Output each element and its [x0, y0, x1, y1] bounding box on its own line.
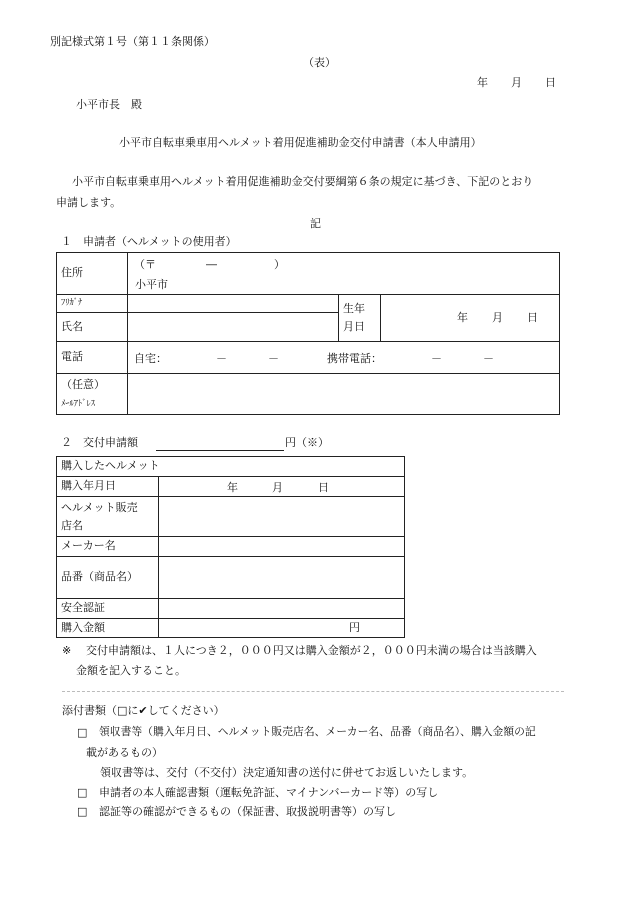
purchase-date-label: 購入年月日 — [57, 477, 159, 497]
note-line-2: 金額を記入すること。 — [76, 664, 186, 677]
address-city: 小平市 — [135, 277, 168, 291]
attachment-1-checkbox[interactable]: □ — [77, 726, 88, 739]
address-label: 住所 — [57, 253, 128, 295]
dob-day: 日 — [527, 311, 538, 324]
divider — [62, 691, 564, 692]
phone-label: 電話 — [57, 342, 128, 374]
note-mark: ※ — [62, 644, 72, 657]
attachments-heading: 添付書類（□に✔してください） — [62, 704, 225, 717]
dob-label — [339, 295, 381, 342]
maker-field[interactable] — [159, 537, 405, 557]
attachment-1-line-1: 領収書等（購入年月日、ヘルメット販売店名、メーカー名、品番（商品名）、購入金額の記 — [99, 725, 536, 738]
address-field[interactable] — [128, 253, 560, 295]
cert-label: 安全認証 — [57, 599, 159, 619]
form-title: 小平市自転車乗車用ヘルメット着用促進補助金交付申請書（本人申請用） — [119, 136, 482, 149]
dob-label-line-1: 生年 — [343, 302, 365, 316]
phone-field[interactable] — [128, 342, 560, 374]
helmet-table — [56, 456, 405, 638]
dob-month: 月 — [492, 311, 503, 324]
ki-label: 記 — [310, 217, 321, 230]
form-number: 別記様式第１号（第１１条関係） — [50, 35, 215, 48]
purchase-month: 月 — [272, 480, 283, 494]
attachment-2-line-1: 申請者の本人確認書類（運転免許証、マイナンバーカード等）の写し — [99, 786, 439, 799]
name-label: 氏名 — [57, 313, 128, 342]
model-field[interactable] — [159, 557, 405, 599]
home-phone-label: 自宅： — [134, 351, 167, 365]
store-field[interactable] — [159, 497, 405, 537]
purchase-year: 年 — [227, 480, 238, 494]
home-phone-dash-2: － — [268, 351, 279, 365]
store-label-line-1: ヘルメット販売 — [61, 501, 138, 515]
receipt-return-note: 領収書等は、交付（不交付）決定通知書の送付に併せてお返しいたします。 — [100, 766, 474, 779]
email-field[interactable] — [128, 374, 560, 415]
dob-field[interactable] — [381, 295, 560, 342]
intro-line-2: 申請します。 — [56, 196, 122, 209]
name-field[interactable] — [128, 313, 339, 342]
amount-underline[interactable] — [156, 450, 284, 451]
mobile-phone-dash-2: － — [483, 351, 494, 365]
attachment-1-line-2: 載があるもの） — [86, 746, 163, 759]
section1-heading: １ 申請者（ヘルメットの使用者） — [61, 235, 237, 248]
date-month-label: 月 — [511, 76, 522, 89]
home-phone-dash-1: － — [216, 351, 227, 365]
store-label-line-2: 店名 — [61, 518, 83, 532]
mobile-phone-dash-1: － — [431, 351, 442, 365]
dob-year: 年 — [457, 311, 468, 324]
attachment-2-checkbox[interactable]: □ — [77, 786, 88, 799]
attachment-3-line-1: 認証等の確認ができるもの（保証書、取扱説明書等）の写し — [99, 805, 396, 818]
mobile-phone-label: 携帯電話： — [327, 351, 382, 365]
addressee: 小平市長 殿 — [76, 98, 142, 111]
date-year-label: 年 — [477, 76, 488, 89]
purchase-date-field[interactable] — [159, 477, 405, 497]
furigana-label: ﾌﾘｶﾞﾅ — [57, 295, 128, 313]
postal-dash: ― — [206, 257, 217, 271]
store-label — [57, 497, 159, 537]
section2-heading: ２ 交付申請額 — [61, 436, 138, 449]
helmet-header: 購入したヘルメット — [57, 457, 405, 477]
email-label-text: ﾒｰﾙｱﾄﾞﾚｽ — [61, 399, 96, 409]
furigana-field[interactable] — [128, 295, 339, 313]
attachment-3-checkbox[interactable]: □ — [77, 805, 88, 818]
date-day-label: 日 — [545, 76, 556, 89]
intro-line-1: 小平市自転車乗車用ヘルメット着用促進補助金交付要綱第６条の規定に基づき、下記のとおり — [72, 175, 534, 188]
model-label: 品番（商品名） — [57, 557, 159, 599]
section2-suffix: 円（※） — [285, 436, 329, 449]
maker-label: メーカー名 — [57, 537, 159, 557]
note-line-1: 交付申請額は、１人につき２，０００円又は購入金額が２，０００円未満の場合は当該購入 — [86, 644, 537, 657]
cert-field[interactable] — [159, 599, 405, 619]
amount-unit: 円 — [349, 620, 361, 634]
postal-prefix: （〒 — [134, 257, 156, 271]
purchase-day: 日 — [318, 480, 329, 494]
amount-field[interactable] — [159, 619, 405, 638]
amount-label: 購入金額 — [57, 619, 159, 638]
email-optional-label: （任意） — [61, 378, 105, 392]
dob-label-line-2: 月日 — [343, 320, 365, 333]
front-label: （表） — [303, 56, 336, 69]
email-label — [57, 374, 128, 415]
postal-close: ） — [274, 257, 285, 271]
applicant-table — [56, 252, 560, 415]
